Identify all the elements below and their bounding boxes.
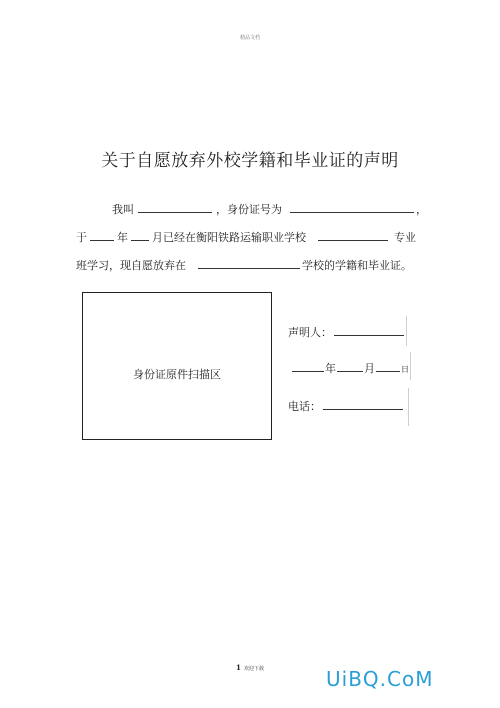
body-line-1 [112, 201, 427, 217]
divider-rule [408, 388, 409, 426]
phone-blank[interactable] [323, 399, 403, 410]
school-blank[interactable] [198, 258, 300, 269]
sign-month-label: 月 [364, 362, 375, 375]
line1-text-c: ， [416, 203, 427, 216]
sign-month-blank[interactable] [337, 365, 363, 372]
line2-text-c: 月已经在衡阳铁路运输职业学校 [152, 231, 306, 244]
header-tag: 精品文档 [239, 35, 260, 41]
divider-rule [410, 352, 411, 380]
phone-label: 电话： [288, 400, 321, 413]
footer-text: 欢迎下载 [243, 666, 264, 672]
id-scan-label: 身份证原件扫描区 [133, 368, 221, 381]
id-number-blank[interactable] [290, 202, 414, 213]
major-blank[interactable] [318, 230, 388, 241]
body-line-3 [76, 257, 412, 273]
month-blank[interactable] [131, 230, 149, 241]
declarant-label: 声明人： [288, 326, 332, 339]
sign-year-label: 年 [325, 362, 336, 375]
date-row [292, 360, 409, 376]
divider-rule [406, 316, 407, 346]
watermark-logo: UiBQ.CoM [326, 667, 434, 691]
body-line-2 [76, 229, 416, 245]
document-title: 关于自愿放弃外校学籍和毕业证的声明 [101, 151, 399, 171]
name-blank[interactable] [138, 202, 212, 213]
line2-text-a: 于 [76, 231, 87, 244]
line2-text-b: 年 [117, 231, 128, 244]
declarant-row [288, 324, 404, 340]
sign-day-label: 日 [401, 365, 409, 374]
line1-text-a: 我叫 [112, 203, 134, 216]
line1-text-b: ，身份证号为 [216, 203, 282, 216]
year-blank[interactable] [90, 230, 114, 241]
page-number: 1 [236, 663, 241, 672]
declarant-blank[interactable] [334, 325, 404, 336]
sign-day-blank[interactable] [376, 365, 400, 372]
line3-text-a: 班学习，现自愿放弃在 [76, 259, 186, 272]
phone-row [288, 398, 403, 414]
sign-year-blank[interactable] [292, 365, 324, 372]
line3-text-b: 学校的学籍和毕业证。 [302, 259, 412, 272]
line2-text-d: 专业 [394, 231, 416, 244]
